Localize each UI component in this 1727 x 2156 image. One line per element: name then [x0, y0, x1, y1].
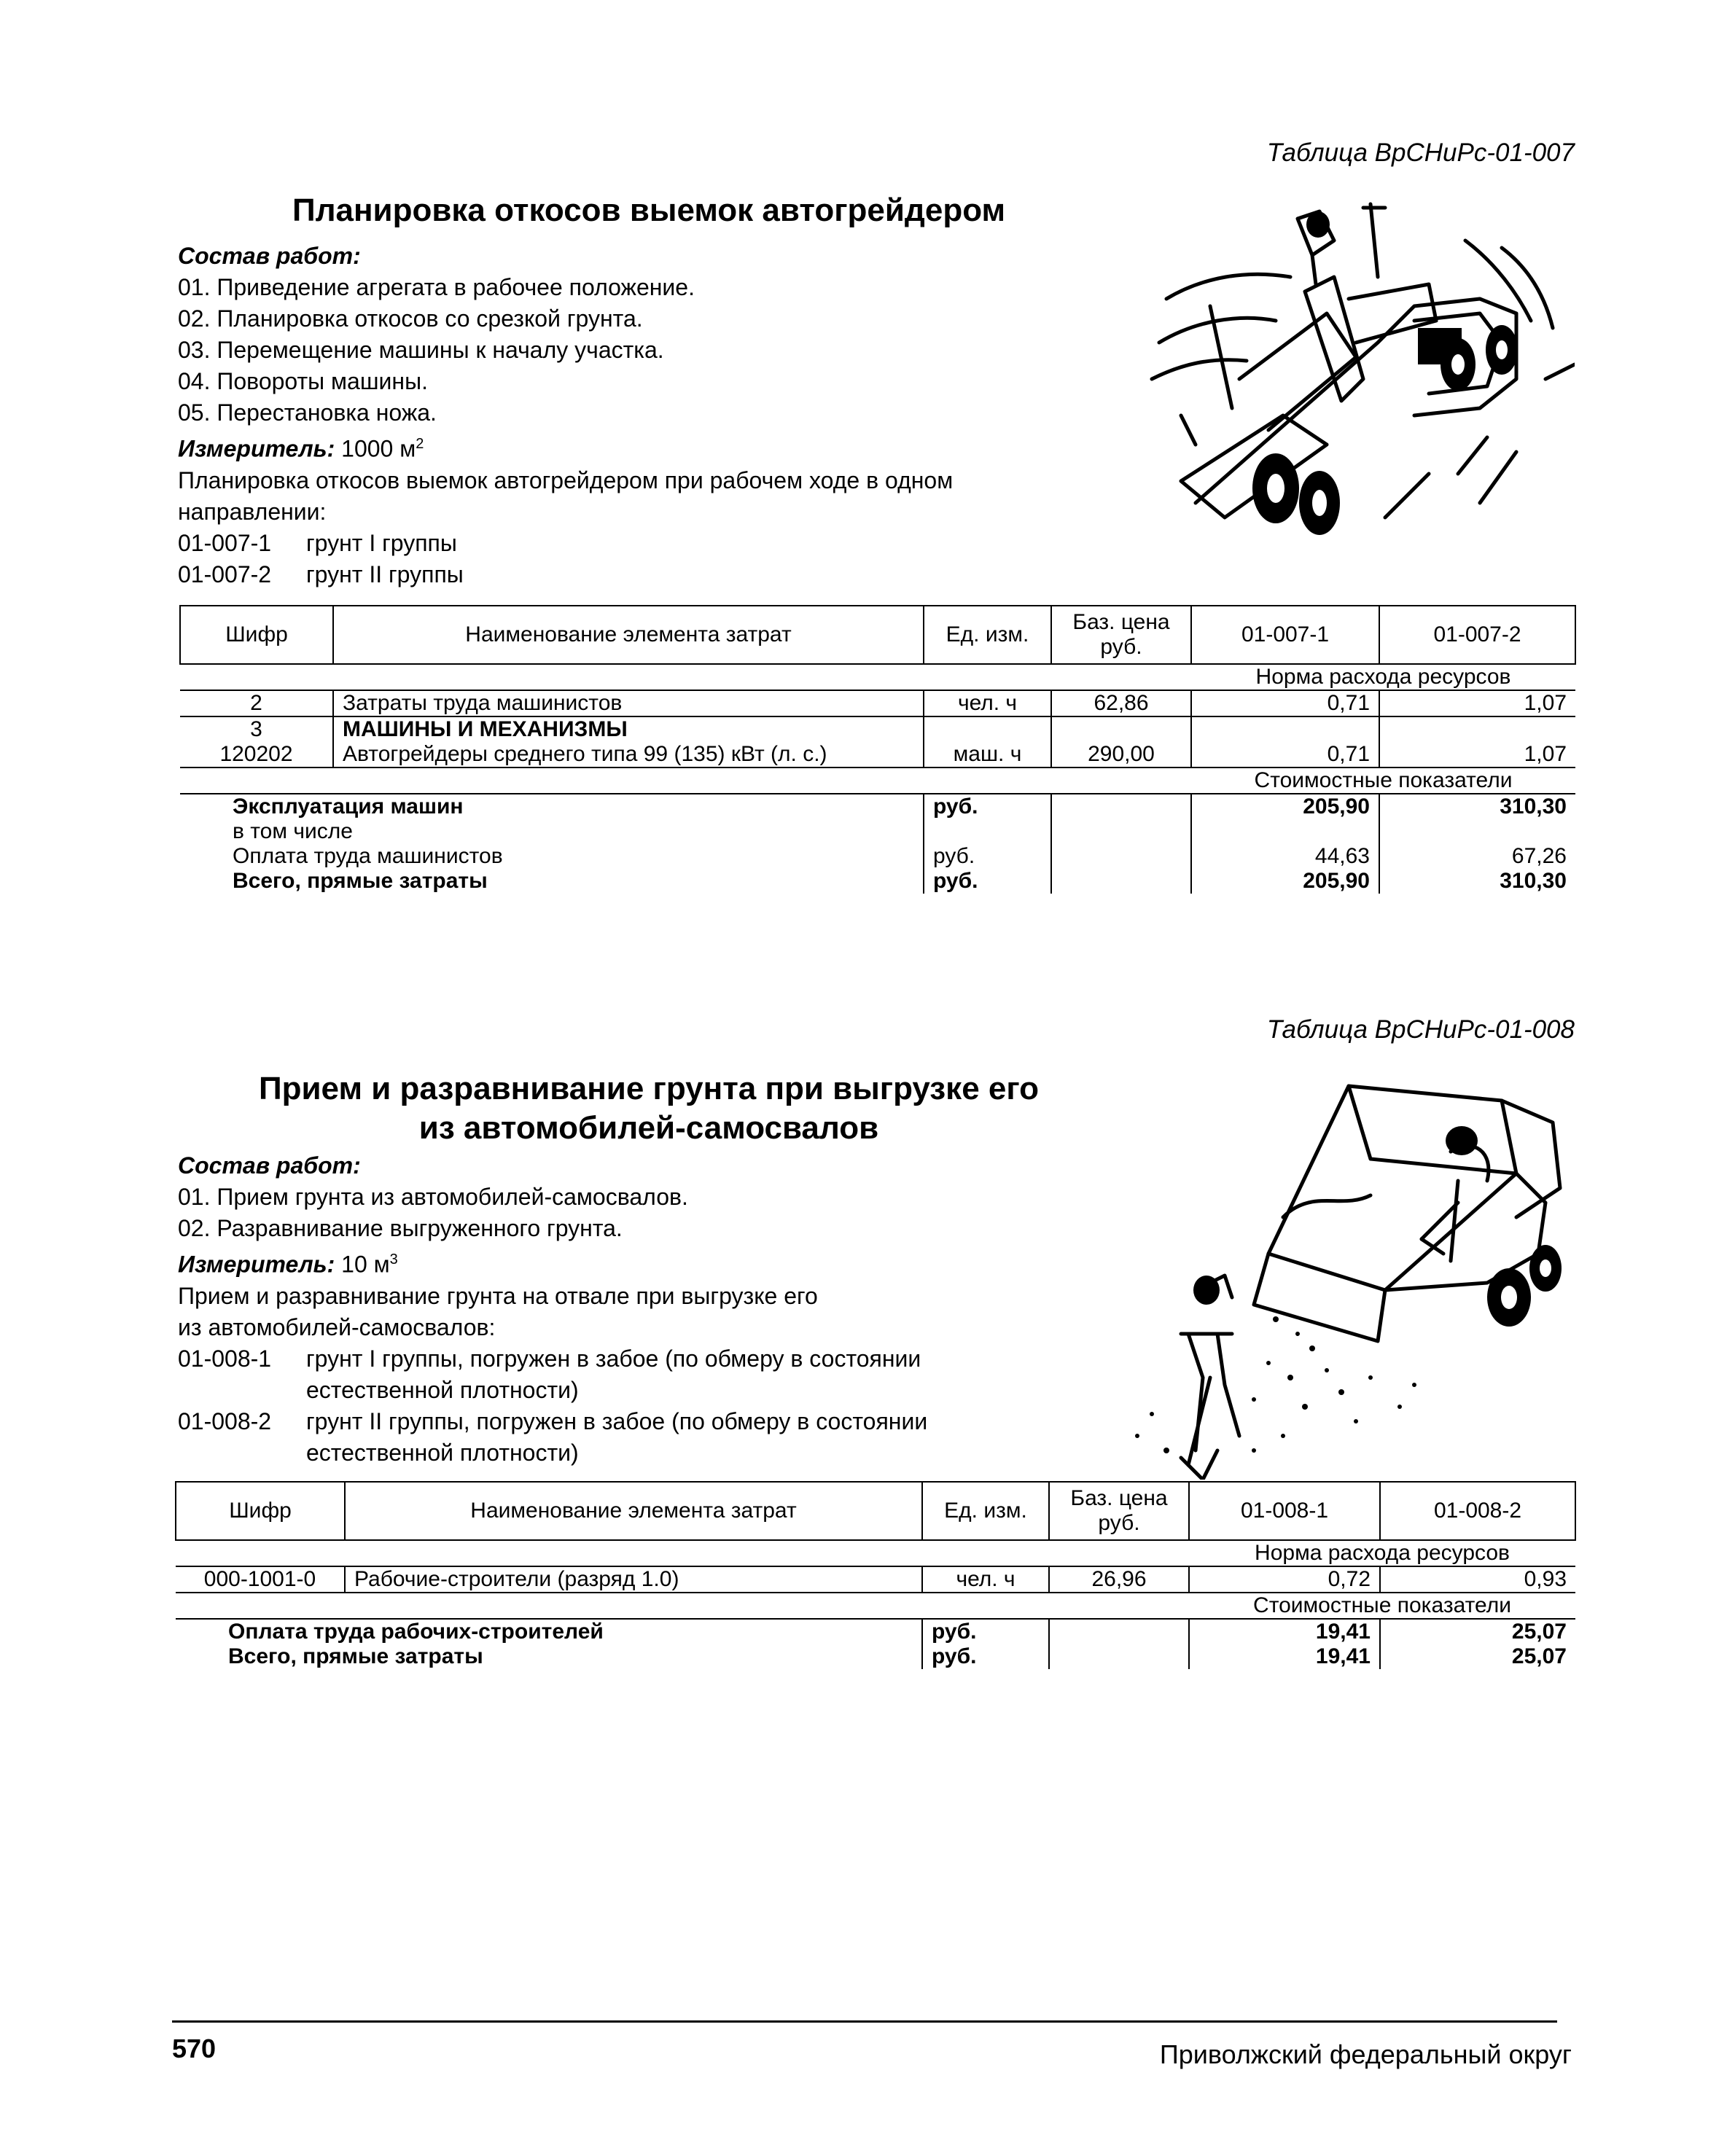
- table-cell: чел. ч: [924, 690, 1051, 716]
- table-cell: 19,41: [1189, 1619, 1380, 1644]
- table-row: [176, 1644, 1575, 1669]
- table-cell: 25,07: [1380, 1619, 1575, 1644]
- header-cell: Шифр: [180, 606, 333, 664]
- header-cell: 01-008-2: [1380, 1482, 1575, 1540]
- table-cell: 0,71: [1191, 742, 1379, 768]
- table-cell: 000-1001-0: [176, 1566, 345, 1593]
- table-cell: МАШИНЫ И МЕХАНИЗМЫ: [333, 716, 924, 742]
- meter-label: Измеритель:: [178, 1251, 335, 1278]
- title-line: из автомобилей-самосвалов: [418, 1110, 879, 1146]
- table-row: [180, 844, 1575, 869]
- title-line: Прием и разравнивание грунта при выгрузке его: [259, 1071, 1039, 1106]
- table-row: [176, 1566, 1575, 1593]
- table-row: [180, 819, 1575, 844]
- section-description: [178, 1150, 927, 1469]
- work-item: 05. Перестановка ножа.: [178, 399, 437, 426]
- table-cell: Оплата труда машинистов: [233, 844, 503, 868]
- table-cell: руб.: [924, 794, 1051, 819]
- table-cell: руб.: [924, 844, 1051, 869]
- price-item: [178, 1406, 927, 1469]
- table-cell: 2: [180, 690, 333, 716]
- price-item-text: грунт II группы: [306, 561, 464, 587]
- header-cell: Наименование элемента затрат: [345, 1482, 922, 1540]
- cost-section-label: Стоимостные показатели: [1191, 768, 1575, 794]
- work-item: 04. Повороты машины.: [178, 368, 428, 394]
- meter-line: [178, 429, 953, 465]
- table-header-row: [176, 1482, 1575, 1540]
- description-line: из автомобилей-самосвалов:: [178, 1313, 496, 1340]
- work-item: 01. Прием грунта из автомобилей-самосвалов.: [178, 1184, 688, 1210]
- cost-section-label: Стоимостные показатели: [1189, 1593, 1575, 1619]
- price-item-text: естественной плотности): [306, 1439, 579, 1466]
- table-cell: маш. ч: [924, 742, 1051, 768]
- header-cell: 01-007-2: [1379, 606, 1575, 664]
- motor-grader-illustration: [1137, 197, 1575, 561]
- dump-truck-illustration: [1108, 1071, 1575, 1480]
- table-cell: 0,72: [1189, 1566, 1380, 1593]
- price-code: 01-008-2: [178, 1407, 272, 1434]
- table-cell: 1,07: [1379, 690, 1575, 716]
- price-item-text: грунт II группы, погружен в забое (по обмеру в состоянии: [306, 1407, 928, 1434]
- price-code: 01-007-1: [178, 529, 272, 556]
- table-cell: 205,90: [1191, 869, 1379, 894]
- table-cell: в том числе: [233, 819, 353, 843]
- works-label: Состав работ:: [178, 243, 361, 269]
- table-row: [176, 1540, 1575, 1566]
- table-row: [180, 742, 1575, 768]
- work-item: 02. Разравнивание выгруженного грунта.: [178, 1215, 623, 1241]
- meter-unit-power: 2: [416, 436, 424, 452]
- meter-unit-power: 3: [389, 1251, 398, 1268]
- section-description: [178, 241, 953, 590]
- table-cell: руб.: [922, 1644, 1049, 1669]
- table-cell: 310,30: [1379, 869, 1575, 894]
- price-item-text: естественной плотности): [306, 1376, 579, 1403]
- meter-line: [178, 1244, 927, 1281]
- section-title: Планировка откосов выемок автогрейдером: [292, 192, 1006, 228]
- table-cell: 0,93: [1380, 1566, 1575, 1593]
- table-row: [180, 690, 1575, 716]
- table-cell: 67,26: [1379, 844, 1575, 869]
- table-reference: Таблица ВрСНиРс-01-007: [1266, 138, 1575, 167]
- table-cell: Эксплуатация машин: [233, 794, 464, 819]
- table-row: [180, 768, 1575, 794]
- table-cell: Рабочие-строители (разряд 1.0): [345, 1566, 922, 1593]
- table-cell: руб.: [922, 1619, 1049, 1644]
- table-cell: 310,30: [1379, 794, 1575, 819]
- price-item: [178, 1343, 927, 1406]
- header-cell: Баз. цена руб.: [1049, 1482, 1189, 1540]
- header-cell: Наименование элемента затрат: [333, 606, 924, 664]
- table-cell: 19,41: [1189, 1644, 1380, 1669]
- table-cell: Автогрейдеры среднего типа 99 (135) кВт (л. с.): [333, 742, 924, 768]
- table-cell: 3: [250, 717, 262, 741]
- footer-region: Приволжский федеральный округ: [1159, 2039, 1572, 2069]
- description-line: Прием и разравнивание грунта на отвале при выгрузке его: [178, 1282, 818, 1309]
- header-cell: 01-008-1: [1189, 1482, 1380, 1540]
- header-cell: Ед. изм.: [922, 1482, 1049, 1540]
- header-cell: 01-007-1: [1191, 606, 1379, 664]
- price-item-text: грунт I группы, погружен в забое (по обмеру в состоянии: [306, 1345, 921, 1372]
- table-cell: Затраты труда машинистов: [333, 690, 924, 716]
- norm-section-label: Норма расхода ресурсов: [1189, 1540, 1575, 1566]
- table-cell: 25,07: [1380, 1644, 1575, 1669]
- table-cell: 1,07: [1379, 742, 1575, 768]
- table-row: [180, 869, 1575, 894]
- header-cell: Шифр: [176, 1482, 345, 1540]
- table-cell: Всего, прямые затраты: [233, 869, 488, 893]
- page-number: 570: [172, 2034, 217, 2063]
- meter-value: 1000 м: [341, 435, 416, 462]
- table-row: [180, 664, 1575, 690]
- works-label: Состав работ:: [178, 1152, 361, 1179]
- table-row: [176, 1619, 1575, 1644]
- table-cell: Оплата труда рабочих-строителей: [228, 1620, 604, 1644]
- work-item: 01. Приведение агрегата в рабочее положение.: [178, 274, 695, 300]
- work-item: 03. Перемещение машины к началу участка.: [178, 337, 664, 363]
- table-header-row: [180, 606, 1575, 664]
- description-line: направлении:: [178, 498, 327, 525]
- table-row: [176, 1593, 1575, 1619]
- table-cell: Всего, прямые затраты: [228, 1644, 483, 1668]
- resource-cost-table: [179, 605, 1576, 894]
- footer-divider: [172, 2020, 1557, 2023]
- meter-value: 10 м: [341, 1251, 390, 1278]
- table-reference: Таблица ВрСНиРс-01-008: [1266, 1015, 1575, 1044]
- table-row: [180, 794, 1575, 819]
- header-cell: Ед. изм.: [924, 606, 1051, 664]
- work-item: 02. Планировка откосов со срезкой грунта.: [178, 305, 643, 332]
- price-code: 01-008-1: [178, 1345, 272, 1372]
- table-row: [180, 716, 1575, 742]
- table-cell: чел. ч: [922, 1566, 1049, 1593]
- table-cell: 0,71: [1191, 690, 1379, 716]
- meter-label: Измеритель:: [178, 435, 335, 462]
- resource-cost-table: [175, 1481, 1576, 1669]
- table-cell: 205,90: [1191, 794, 1379, 819]
- price-code: 01-007-2: [178, 561, 272, 587]
- table-cell: 120202: [180, 742, 333, 768]
- table-cell: 62,86: [1051, 690, 1191, 716]
- table-cell: 44,63: [1191, 844, 1379, 869]
- table-cell: 26,96: [1049, 1566, 1189, 1593]
- table-cell: 290,00: [1051, 742, 1191, 768]
- section-title: [175, 1069, 1123, 1148]
- price-item: [178, 528, 953, 559]
- header-cell: Баз. цена руб.: [1051, 606, 1191, 664]
- table-cell: руб.: [924, 869, 1051, 894]
- description-line: Планировка откосов выемок автогрейдером при рабочем ходе в одном: [178, 466, 954, 493]
- norm-section-label: Норма расхода ресурсов: [1191, 664, 1575, 690]
- price-item: [178, 559, 953, 590]
- price-item-text: грунт I группы: [306, 529, 457, 556]
